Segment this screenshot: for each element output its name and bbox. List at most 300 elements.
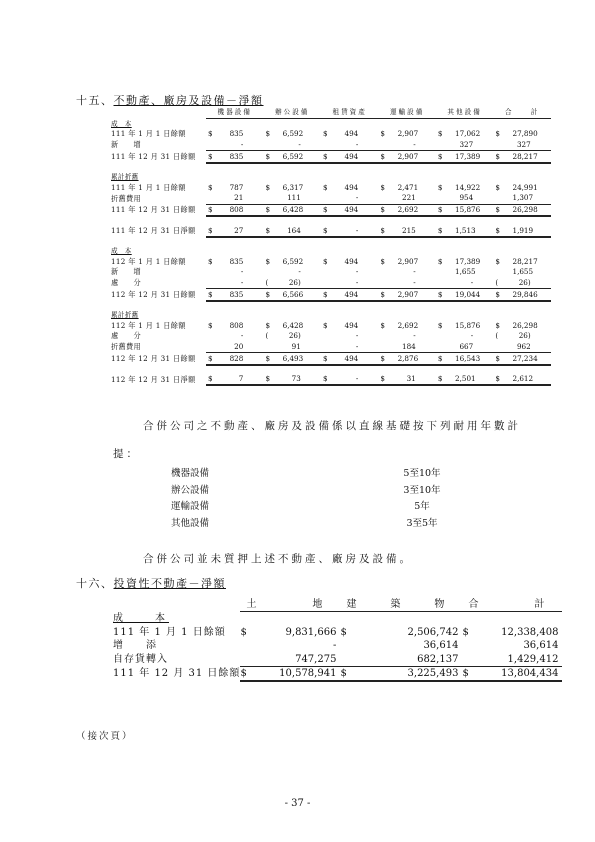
ppe-table [111,107,551,386]
amount-cell: - [225,140,244,151]
currency-or-paren: $ [206,353,225,365]
currency-symbol [240,639,251,652]
table-row [111,172,551,183]
currency-or-paren: $ [380,182,385,192]
amount-cell: 73 [283,374,302,386]
currency-or-paren: $ [380,320,385,330]
currency-or-paren: $ [321,151,340,163]
currency-or-paren: ( [495,331,499,341]
currency-or-paren [206,331,225,342]
table-row [111,216,551,225]
amount-cell: - [340,278,359,289]
amount-cell: 26) [288,331,301,341]
row-label: 112 年 12 月 31 日淨額 [111,374,196,384]
table-row [113,612,562,626]
currency-or-paren: $ [378,204,397,216]
table-row [111,246,551,257]
amount-cell: 10,578,941 [252,666,341,681]
amount-cell: - [340,225,359,237]
currency-or-paren: $ [493,204,512,216]
row-label: 自存貨轉入 [113,654,168,665]
amount-cell: 27,234 [513,353,532,365]
table-row [111,365,551,374]
table-row [111,257,551,268]
currency-or-paren: ( [263,278,282,289]
amount-cell: 327 [455,140,474,151]
amount-cell: 494 [340,151,359,163]
amount-cell: 36,614 [523,640,559,652]
ppe-column-header: 租賃資產 [321,107,378,118]
row-label: 新 增 [111,140,141,150]
currency-or-paren [493,342,512,353]
currency-or-paren: ( [493,278,512,289]
amount-cell: 787 [229,182,244,192]
currency-or-paren [378,140,397,151]
currency-or-paren [436,278,455,289]
currency-or-paren [206,342,225,353]
currency-or-paren: $ [437,320,443,330]
amount-cell: - [455,278,474,289]
row-label: 111 年 12 月 31 日淨額 [111,226,196,236]
currency-or-paren [206,140,225,151]
amount-cell: 19,044 [455,289,474,301]
useful-life-years: 3至5年 [406,518,438,530]
table-row [111,163,551,172]
row-label: 累計折舊 [111,173,139,182]
page-number: - 37 - [284,798,311,809]
row-label: 112 年 1 月 1 日餘額 [111,320,186,330]
amount-cell: 17,389 [455,151,474,163]
currency-or-paren [321,342,340,353]
currency-symbol [340,639,354,652]
depreciation-paragraph-line1: 合併公司之不動產、廠房及設備係以直線基礎按下列耐用年數計 [143,420,521,432]
currency-or-paren [493,267,512,278]
currency-or-paren: $ [263,225,282,237]
ppe-header-label [111,107,206,118]
amount-cell: 13,804,434 [474,666,563,681]
amount-cell: 1,307 [512,193,534,203]
amount-cell: 835 [229,256,244,266]
useful-life-item: 機器設備 [171,468,210,479]
currency-or-paren: $ [263,353,282,365]
currency-or-paren: $ [493,225,512,237]
amount-cell: 111 [283,193,302,204]
amount-cell: - [413,267,416,277]
amount-cell: 20 [225,342,244,353]
table-row [111,374,551,386]
amount-cell: 15,876 [455,320,481,330]
currency-or-paren [206,278,225,289]
amount-cell: 1,513 [455,225,474,237]
currency-or-paren: $ [493,374,512,386]
currency-or-paren: $ [493,353,512,365]
ppe-header-row [111,107,551,118]
table-row [111,140,551,151]
amount-cell: 2,907 [397,256,419,266]
currency-or-paren: $ [265,256,271,266]
amount-cell: 2,907 [398,289,417,301]
currency-or-paren: $ [378,289,397,301]
amount-cell: 6,592 [283,151,302,163]
amount-cell: - [225,278,244,289]
currency-or-paren: $ [321,374,340,386]
amount-cell: 6,493 [283,353,302,365]
useful-life-years: 3至10年 [403,484,441,496]
amount-cell: 14,922 [455,182,481,192]
amount-cell: 835 [225,289,244,301]
amount-cell: - [340,374,359,386]
useful-life-years: 5年 [414,501,430,513]
ip-column-header-text: 建 築 物 [346,599,457,611]
amount-cell: 2,907 [397,129,419,139]
amount-cell: - [240,331,244,341]
currency-or-paren [378,278,397,289]
currency-or-paren: $ [378,225,397,237]
currency-or-paren [436,140,455,151]
row-label [111,365,206,374]
amount-cell: 17,062 [455,129,481,139]
currency-or-paren [321,140,340,151]
amount-cell: 494 [340,204,359,216]
amount-cell: 808 [229,320,244,330]
currency-or-paren: $ [206,151,225,163]
currency-or-paren: $ [378,151,397,163]
table-row [111,289,551,301]
ip-column-header [340,598,462,612]
currency-or-paren: $ [437,182,443,192]
amount-cell: 91 [283,342,302,353]
currency-or-paren [263,193,282,204]
amount-cell: 36,614 [423,640,459,652]
currency-or-paren [321,193,340,204]
row-label: 增 添 [113,640,157,652]
currency-or-paren [378,193,397,204]
currency-or-paren: $ [493,289,512,301]
amount-cell: 24,991 [512,182,538,192]
currency-or-paren [436,193,455,204]
currency-or-paren: $ [322,129,328,139]
currency-or-paren: $ [208,129,213,139]
currency-or-paren: $ [206,225,225,237]
amount-cell: - [340,140,359,151]
currency-symbol: $ [240,666,251,681]
currency-or-paren: $ [436,289,455,301]
amount-cell: - [398,140,417,151]
ip-column-header [240,598,340,612]
currency-or-paren: $ [493,151,512,163]
currency-symbol [240,653,251,667]
section-16-prefix: 十六、 [76,577,114,590]
currency-or-paren: $ [206,204,225,216]
table-row [111,151,551,163]
currency-or-paren: $ [208,182,213,192]
amount-cell: 29,846 [513,289,532,301]
amount-cell: 184 [398,342,417,353]
table-row [111,193,551,204]
row-label: 新 增 [111,267,141,277]
amount-cell: 26) [513,278,532,289]
table-row [111,204,551,216]
row-label [111,301,206,310]
currency-or-paren: $ [265,129,271,139]
currency-or-paren: $ [265,182,271,192]
ppe-column-header: 機器設備 [206,107,263,118]
amount-cell: 26) [283,278,302,289]
amount-cell: 6,428 [282,320,304,330]
currency-or-paren [493,140,512,151]
currency-or-paren: $ [263,289,282,301]
currency-or-paren [493,193,512,204]
currency-or-paren: $ [436,204,455,216]
ip-column-header-text: 土 地 [246,599,335,611]
amount-cell: 27,890 [512,129,538,139]
ip-header-label [113,598,240,612]
ip-column-header-text: 合 計 [468,599,557,611]
currency-or-paren [378,342,397,353]
row-label: 112 年 12 月 31 日餘額 [111,353,196,363]
amount-cell: 494 [344,256,359,266]
amount-cell: 494 [344,320,359,330]
amount-cell: 16,543 [455,353,474,365]
amount-cell: 808 [225,204,244,216]
amount-cell: 667 [455,342,474,353]
table-row [111,267,551,278]
currency-or-paren: $ [263,374,282,386]
row-label: 112 年 12 月 31 日餘額 [111,289,196,299]
currency-symbol [462,653,473,667]
currency-or-paren: $ [437,129,443,139]
currency-or-paren: $ [436,151,455,163]
amount-cell: 15,876 [455,204,474,216]
row-label: 成 本 [111,247,132,256]
table-row [111,321,551,332]
row-label [111,237,206,246]
amount-cell: 828 [225,353,244,365]
amount-cell: - [355,331,359,341]
currency-or-paren: $ [495,320,500,330]
amount-cell: 26,298 [512,320,538,330]
ip-header-row [113,598,562,612]
ppe-column-header: 運輸設備 [378,107,435,118]
currency-or-paren: $ [265,320,271,330]
amount-cell: 2,506,742 [407,626,459,638]
row-label: 折舊費用 [111,342,141,352]
currency-or-paren [436,331,455,342]
amount-cell: 2,876 [398,353,417,365]
amount-cell: 26) [518,331,531,341]
currency-or-paren: $ [208,256,213,266]
currency-symbol: $ [462,666,473,681]
amount-cell: 21 [225,193,244,204]
currency-or-paren: $ [321,289,340,301]
table-row [113,626,562,639]
currency-or-paren: $ [208,320,213,330]
amount-cell: 835 [229,129,244,139]
table-row [111,129,551,140]
amount-cell: - [340,342,359,353]
amount-cell: 31 [398,374,417,386]
currency-or-paren: $ [436,353,455,365]
currency-or-paren [263,342,282,353]
amount-cell: 6,317 [282,182,304,192]
amount-cell: - [355,267,359,277]
useful-life-item: 運輸設備 [171,501,210,513]
row-label: 112 年 1 月 1 日餘額 [111,256,186,266]
ppe-column-header: 辦公設備 [263,107,320,118]
row-label: 111 年 1 月 1 日餘額 [111,182,186,192]
section-15-title: 不動產、廠房及設備－淨額 [113,94,264,107]
amount-cell: 2,612 [513,374,532,386]
amount-cell: 6,592 [282,256,304,266]
currency-or-paren: $ [321,353,340,365]
currency-or-paren [436,267,455,278]
table-row [111,331,551,342]
ppe-column-header: 合 計 [493,107,551,118]
currency-symbol: $ [340,666,354,681]
amount-cell: 1,429,412 [474,653,563,667]
amount-cell: 26,298 [513,204,532,216]
amount-cell: 747,275 [252,653,341,667]
amount-cell: 6,592 [282,129,304,139]
table-row [111,118,551,129]
amount-cell: 2,692 [397,320,419,330]
currency-or-paren: $ [322,320,328,330]
currency-or-paren [378,267,397,278]
amount-cell: - [240,267,244,277]
amount-cell: - [298,267,301,277]
amount-cell: 28,217 [512,256,538,266]
row-label [111,163,206,172]
table-row [111,342,551,353]
currency-or-paren [436,342,455,353]
amount-cell: 27 [225,225,244,237]
row-label: 111 年 12 月 31 日餘額 [113,668,241,680]
currency-symbol [462,639,473,652]
currency-or-paren: $ [380,256,385,266]
currency-or-paren: $ [495,129,500,139]
currency-or-paren [321,278,340,289]
investment-property-table [113,598,562,682]
ppe-column-header: 其他設備 [436,107,493,118]
currency-or-paren [321,267,340,278]
section-15-heading [76,92,264,108]
currency-or-paren: $ [263,204,282,216]
amount-cell: 494 [344,129,359,139]
currency-or-paren [206,193,225,204]
amount-cell: 2,692 [398,204,417,216]
currency-or-paren: $ [495,256,500,266]
amount-cell: 494 [340,353,359,365]
row-label: 折舊費用 [111,193,141,203]
table-row [113,666,562,681]
useful-life-item: 辦公設備 [171,484,210,496]
table-row [113,653,562,667]
amount-cell: 3,225,493 [354,666,462,681]
amount-cell: 12,338,408 [501,626,559,638]
amount-cell: - [340,193,359,204]
currency-or-paren: $ [437,256,443,266]
depreciation-paragraph-line2: 提： [113,448,140,460]
amount-cell: 221 [398,193,417,204]
amount-cell: 7 [225,374,244,386]
currency-or-paren [206,267,225,278]
row-label: 處 分 [111,331,141,341]
currency-or-paren: $ [206,289,225,301]
currency-or-paren: $ [263,151,282,163]
currency-or-paren: $ [321,204,340,216]
table-row [111,310,551,321]
amount-cell: 2,501 [455,374,474,386]
currency-or-paren: $ [436,225,455,237]
amount-cell: - [398,278,417,289]
amount-cell: 1,655 [455,267,476,277]
currency-symbol: $ [340,626,347,638]
amount-cell: 6,428 [283,204,302,216]
amount-cell: - [283,140,302,151]
amount-cell: 1,655 [512,267,534,277]
amount-cell: 682,137 [354,653,462,667]
pledge-note: 合併公司並未質押上述不動產、廠房及設備。 [143,553,413,565]
amount-cell: 164 [283,225,302,237]
amount-cell: 17,389 [455,256,481,266]
currency-or-paren: $ [206,374,225,386]
amount-cell: 28,217 [513,151,532,163]
amount-cell: 494 [344,182,359,192]
currency-or-paren: $ [436,374,455,386]
row-label [111,216,206,225]
section-15-prefix: 十五、 [76,94,114,107]
row-label: 111 年 12 月 31 日餘額 [111,151,196,161]
amount-cell: 2,471 [397,182,419,192]
amount-cell: 6,566 [283,289,302,301]
amount-cell: 954 [455,193,474,204]
table-row [111,301,551,310]
currency-or-paren: $ [378,353,397,365]
currency-or-paren [263,267,282,278]
currency-symbol [340,653,354,667]
section-16-title: 投資性不動產－淨額 [113,577,226,590]
useful-life-years: 5至10年 [403,468,441,479]
amount-cell: 215 [398,225,417,237]
currency-symbol: $ [240,626,247,638]
currency-or-paren [263,140,282,151]
table-row [111,353,551,365]
currency-or-paren: $ [495,182,500,192]
amount-cell: 1,919 [513,225,532,237]
currency-or-paren: $ [380,129,385,139]
amount-cell: 2,907 [398,151,417,163]
amount-cell: - [470,331,474,341]
row-label: 111 年 1 月 1 日餘額 [111,129,186,139]
section-16-heading [76,575,226,591]
row-label: 成 本 [111,119,132,128]
row-label: 111 年 12 月 31 日餘額 [111,205,196,215]
row-label: 處 分 [111,278,141,288]
table-row [111,225,551,237]
ip-column-header [462,598,562,612]
amount-cell: 494 [340,289,359,301]
table-row [113,639,562,652]
continued-note: （接次頁） [76,731,134,742]
amount-cell: - [333,640,337,652]
currency-or-paren [321,331,340,342]
currency-or-paren [378,331,397,342]
table-row [111,183,551,194]
amount-cell: 835 [225,151,244,163]
currency-or-paren: $ [322,182,328,192]
table-row [111,237,551,246]
currency-or-paren: ( [265,331,269,341]
